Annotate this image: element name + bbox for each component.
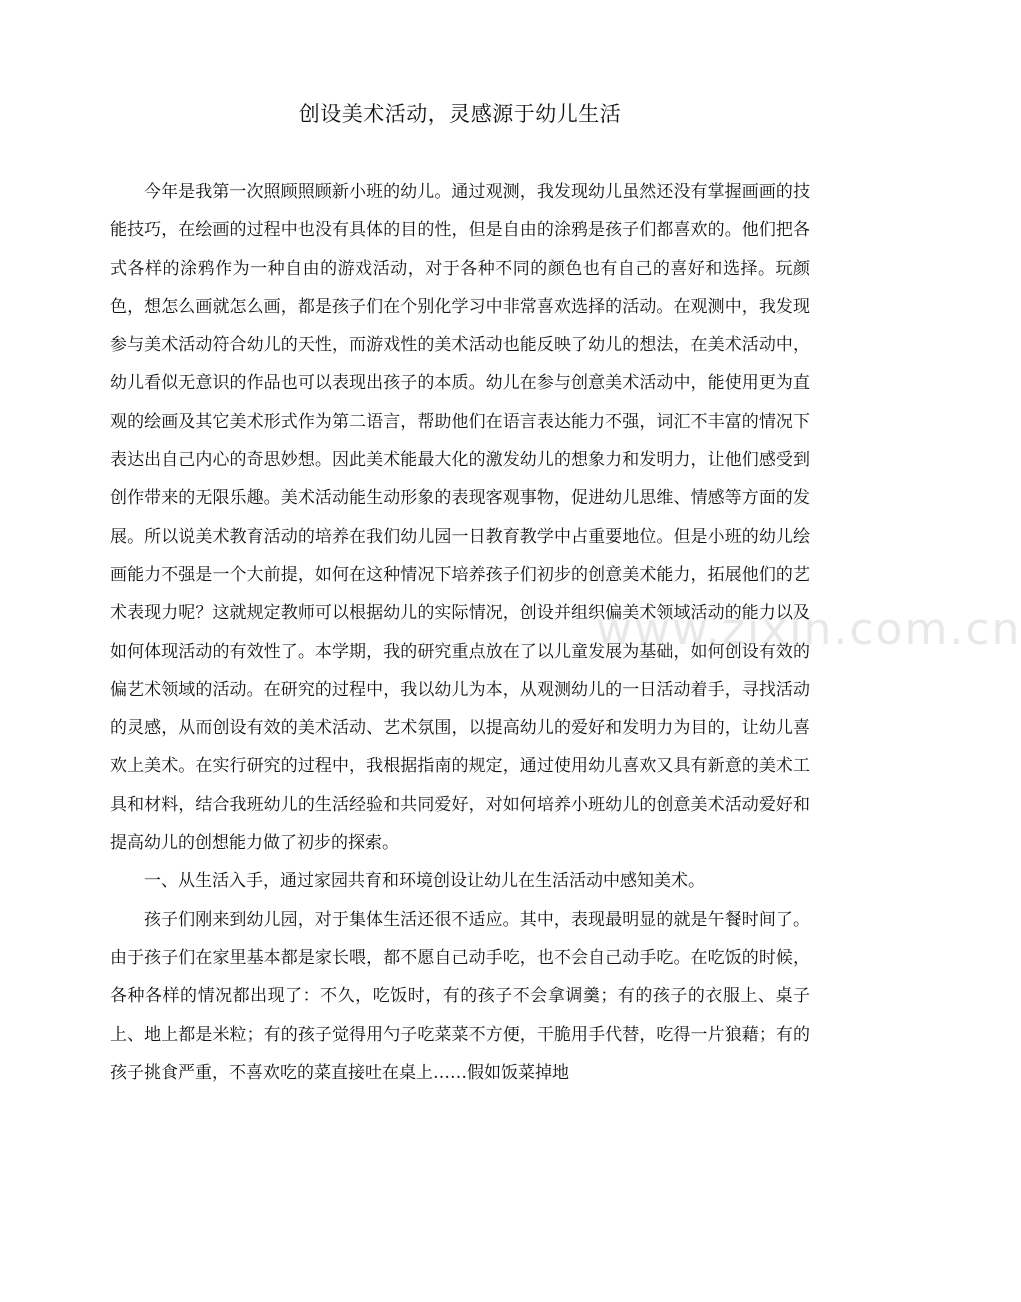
paragraph-section-heading: 一、从生活入手，通过家园共育和环境创设让幼儿在生活活动中感知美术。 <box>144 871 705 892</box>
watermark: www.zixin.com.cn <box>596 604 1021 655</box>
document-body <box>110 173 810 1092</box>
paragraph-lunch: 孩子们刚来到幼儿园，对于集体生活还很不适应。其中，表现最明显的就是午餐时间了。由于孩子们在家里基本都是家长喂，都不愿自己动手吃，也不会自己动手吃。在吃饭的时候，各种各样的情况都出现了：不久，吃饭时，有的孩子不会拿调羹；有的孩子的衣服上、桌子上、地上都是米粒；有的孩子觉得用勺子吃菜菜不方便，干脆用手代替，吃得一片狼藉；有的孩子挑食严重，不喜欢吃的菜直接吐在桌上……假如饭菜掉地 <box>110 909 810 1083</box>
paragraph-intro: 今年是我第一次照顾照顾新小班的幼儿。通过观测，我发现幼儿虽然还没有掌握画画的技能技巧，在绘画的过程中也没有具体的目的性，但是自由的涂鸦是孩子们都喜欢的。他们把各式各样的涂鸦作为一种自由的游戏活动，对于各种不同的颜色也有自己的喜好和选择。玩颜色，想怎么画就怎么画，都是孩子们在个别化学习中非常喜欢选择的活动。在观测中，我发现参与美术活动符合幼儿的天性，而游戏性的美术活动也能反映了幼儿的想法，在美术活动中，幼儿看似无意识的作品也可以表现出孩子的本质。幼儿在参与创意美术活动中，能使用更为直观的绘画及其它美术形式作为第二语言，帮助他们在语言表达能力不强，词汇不丰富的情况下表达出自己内心的奇思妙想。因此美术能最大化的激发幼儿的想象力和发明力，让他们感受到创作带来的无限乐趣。美术活动能生动形象的表现客观事物，促进幼儿思维、情感等方面的发展。所以说美术教育活动的培养在我们幼儿园一日教育教学中占重要地位。但是小班的幼儿绘画能力不强是一个大前提，如何在这种情况下培养孩子们初步的创意美术能力，拓展他们的艺术表现力呢？这就规定教师可以根据幼儿的实际情况，创设并组织偏美术领域活动的能力以及如何体现活动的有效性了。本学期，我的研究重点放在了以儿童发展为基础，如何创设有效的偏艺术领域的活动。在研究的过程中，我以幼儿为本，从观测幼儿的一日活动着手，寻找活动的灵感，从而创设有效的美术活动、艺术氛围，以提高幼儿的爱好和发明力为目的，让幼儿喜欢上美术。在实行研究的过程中，我根据指南的规定，通过使用幼儿喜欢又具有新意的美术工具和材料，结合我班幼儿的生活经验和共同爱好，对如何培养小班幼儿的创意美术活动爱好和提高幼儿的创想能力做了初步的探索。 <box>110 182 810 854</box>
document-title: 创设美术活动，灵感源于幼儿生活 <box>298 102 622 126</box>
